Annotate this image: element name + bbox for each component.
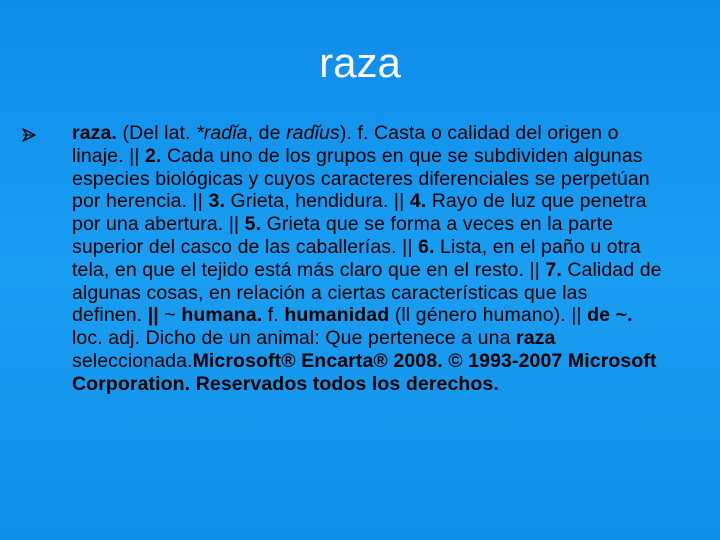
gender-f: f. xyxy=(262,304,285,327)
seleccionada: seleccionada. xyxy=(72,349,193,372)
separator: || xyxy=(147,304,159,327)
sense-number-5: 5. xyxy=(244,213,262,236)
definition-5: Grieta que se forma a veces en la parte superior del casco de las caballerías. || xyxy=(72,213,614,258)
subentry-de: de ~. xyxy=(587,304,633,327)
etymology-mid: , de xyxy=(247,122,287,144)
etymology-word-2: radĭus xyxy=(286,122,340,144)
sense-number-6: 6. xyxy=(418,235,435,258)
etymology-open: (Del lat. xyxy=(116,122,197,144)
sense-number-2: 2. xyxy=(145,144,162,167)
slide-title: raza xyxy=(319,39,401,86)
definition-2: Cada uno de los grupos en que se subdividen algunas especies biológicas y cuyos caracteres diferenciales se perpetúan por herencia. || xyxy=(72,144,650,213)
definition-6: Lista, en el paño u otra tela, en que el tejido está más claro que en el resto. || xyxy=(72,235,641,281)
dictionary-entry xyxy=(72,122,662,396)
sense-number-3: 3. xyxy=(208,190,225,213)
definition-1: ). f. Casta o calidad del origen o linaje. || xyxy=(72,122,619,167)
etymology-word-1: *radĭa xyxy=(196,122,248,144)
subentry-humanidad: humanidad xyxy=(284,304,390,327)
headword: raza. xyxy=(72,122,117,144)
loc-adj-definition: loc. adj. Dicho de un animal: Que pertenece a una xyxy=(72,327,517,350)
raza-bold: raza xyxy=(516,327,556,350)
humanidad-note: (ll género humano). || xyxy=(389,304,588,327)
sense-number-7: 7. xyxy=(545,258,562,281)
sense-number-4: 4. xyxy=(409,190,427,213)
definition-3: Grieta, hendidura. || xyxy=(224,190,410,213)
copyright-notice: Microsoft® Encarta® 2008. © 1993-2007 Microsoft Corporation. Reservados todos los derechos. xyxy=(72,349,657,395)
definition-7: Calidad de algunas cosas, en relación a ciertas características que las definen. xyxy=(72,258,662,327)
subentry-humana: humana. xyxy=(181,304,263,327)
definition-4: Rayo de luz que penetra por una abertura. || xyxy=(72,190,647,236)
arrow-bullet-icon xyxy=(22,128,36,142)
tilde: ~ xyxy=(158,304,182,327)
